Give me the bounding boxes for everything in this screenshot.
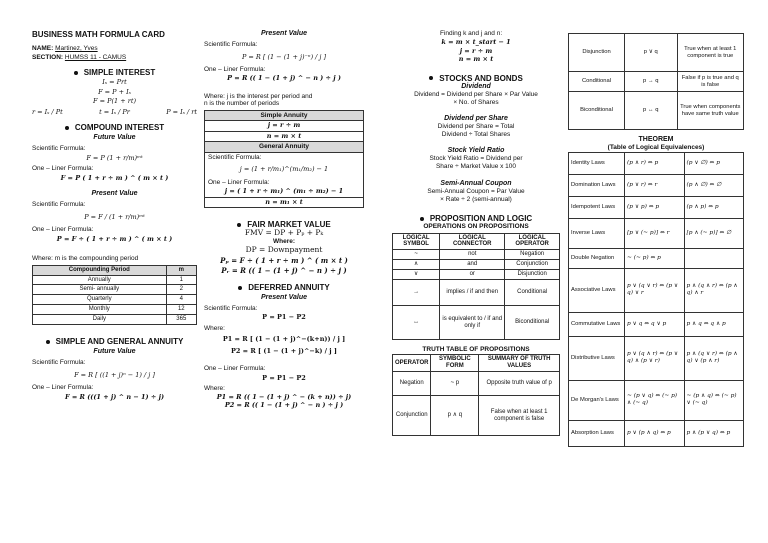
pv-sci-eq: P = R [ (1 − (1 + j)⁻ⁿ) / j ] bbox=[241, 52, 327, 61]
si-eq2: F = P + Iₛ bbox=[98, 87, 131, 96]
fmv-where: Where: bbox=[272, 237, 296, 245]
fmv-heading: FAIR MARKET VALUE bbox=[204, 220, 364, 229]
table-row: Domination Laws (p ∨ r) ⇔ r (p ∧ ∅) ⇔ ∅ bbox=[569, 174, 744, 196]
ops-col-connector: LOGICAL CONNECTOR bbox=[440, 233, 505, 250]
sa-sub: Semi-Annual Coupon bbox=[440, 179, 512, 187]
table-row: Biconditional p ↔ q True when components have same truth value bbox=[569, 92, 744, 130]
table-row: Disjunction p ∨ q True when at least 1 component is true bbox=[569, 34, 744, 72]
j-eq: j = r ÷ m bbox=[459, 46, 493, 55]
where-n: n is the number of periods bbox=[204, 100, 280, 108]
ci-liner-eq: F = P ( 1 + r ÷ m ) ^ ( m × t ) bbox=[60, 173, 169, 182]
dividend-sub: Dividend bbox=[461, 82, 491, 90]
name-value: Martinez, Yves bbox=[55, 45, 98, 53]
theorem-subtitle: (Table of Logical Equivalences) bbox=[607, 144, 705, 152]
da-liner-eq: P = P1 − P2 bbox=[262, 373, 306, 382]
ci-sci-eq: F = P (1 + r/m)ᵐᵗ bbox=[86, 153, 143, 162]
bullet-icon bbox=[46, 340, 50, 344]
sy-sub: Stock Yield Ratio bbox=[447, 147, 505, 155]
da-p2: P2 = R [ (1 − (1 + j)^−k) / j ] bbox=[230, 346, 337, 355]
name-label: NAME: bbox=[32, 45, 54, 53]
where-j: Where: j is the interest per period and bbox=[204, 92, 313, 100]
bullet-icon bbox=[429, 76, 433, 80]
ops-title: OPERATIONS ON PROPOSITIONS bbox=[423, 223, 529, 231]
theorem-table bbox=[568, 152, 744, 447]
column-2 bbox=[204, 30, 364, 411]
annuity-box bbox=[204, 110, 364, 208]
tt-table bbox=[392, 354, 560, 436]
dps-text1: Dividend per Share = Total bbox=[437, 123, 515, 131]
ga-n-eq: n = m₁ × t bbox=[265, 197, 303, 206]
sg-liner-eq: F = R (((1 + j) ^ n − 1) ÷ j) bbox=[64, 392, 165, 401]
table-row: Semi- annually 2 bbox=[33, 285, 197, 295]
k-eq: k = m × t_start − 1 bbox=[441, 38, 511, 47]
table-row: Identity Laws (p ∧ r) ⇔ p (p ∨ ∅) ⇔ p bbox=[569, 152, 744, 174]
deferred-annuity-heading: DEFERRED ANNUITY bbox=[204, 283, 364, 292]
da-liner-label: One – Liner Formula: bbox=[204, 365, 266, 373]
prop-logic-heading: PROPOSITION AND LOGIC bbox=[392, 214, 560, 223]
tt-col-operator: OPERATOR bbox=[393, 355, 431, 372]
si-p: P = Iₛ / rt bbox=[166, 107, 197, 116]
sg-sci-eq: F = R [ ((1 + j)ⁿ − 1) / j ] bbox=[74, 370, 155, 379]
table-row: Idempotent Laws (p ∨ p) ⇔ p (p ∧ p) ⇔ p bbox=[569, 196, 744, 218]
ops-col-operator: LOGICAL OPERATOR bbox=[505, 233, 560, 250]
table-row: Daily 365 bbox=[33, 315, 197, 325]
column-3 bbox=[392, 30, 560, 436]
simple-general-heading: SIMPLE AND GENERAL ANNUITY bbox=[32, 337, 197, 346]
table-row: ↔ is equivalent to / if and only if Biconditional bbox=[393, 306, 560, 340]
da-pv-sub: Present Value bbox=[260, 293, 308, 301]
si-eq3: F = P(1 + rt) bbox=[93, 97, 136, 106]
ops-col-symbol: LOGICAL SYMBOL bbox=[393, 233, 440, 250]
bullet-icon bbox=[74, 71, 78, 75]
general-annuity-header: General Annuity bbox=[205, 142, 363, 152]
ga-liner-eq: j = ( 1 + r ÷ m₁) ^ (m₁ ÷ m₂) − 1 bbox=[205, 187, 363, 197]
bullet-icon bbox=[237, 223, 241, 227]
sg-fv-sub: Future Value bbox=[93, 348, 136, 356]
sa-text1: Semi-Annual Coupon = Par Value bbox=[427, 187, 525, 195]
sa-eq2: n = m × t bbox=[205, 132, 363, 142]
sy-text2: Share ÷ Market Value x 100 bbox=[435, 163, 517, 171]
table-row: Commutative Laws p ∨ q ⇔ q ∨ p p ∧ q ⇔ q ∧ p bbox=[569, 312, 744, 336]
tt-title: TRUTH TABLE OF PROPOSITIONS bbox=[422, 346, 530, 354]
column-1 bbox=[32, 30, 197, 403]
tt-table-cont bbox=[568, 33, 744, 130]
si-eq1: Iₛ = Prt bbox=[102, 78, 127, 87]
ga-liner-label: One – Liner Formula: bbox=[208, 178, 270, 186]
fmv-eq: FMV = DP + Pₚ + Pₖ bbox=[244, 228, 324, 238]
da-liner-p1: P1 = R (( 1 − (1 + j) ^ − (k + n)) ÷ j) bbox=[216, 392, 352, 401]
ops-table bbox=[392, 233, 560, 340]
ci-fv-sub: Future Value bbox=[93, 134, 136, 142]
dps-text2: Dividend ÷ Total Shares bbox=[441, 131, 511, 139]
sy-text1: Stock Yield Ratio = Dividend per bbox=[429, 155, 523, 163]
dividend-text: Dividend = Dividend per Share × Par Value × No. of Shares bbox=[414, 90, 538, 106]
dps-sub: Dividend per Share bbox=[444, 115, 508, 123]
ci-pv-sub: Present Value bbox=[91, 190, 138, 198]
da-where: Where: bbox=[204, 324, 225, 332]
name-line bbox=[32, 45, 197, 52]
ci-pv-liner-eq: P = F ÷ ( 1 + r ÷ m ) ^ ( m × t ) bbox=[56, 234, 173, 243]
section-line bbox=[32, 54, 197, 61]
stocks-bonds-heading: STOCKS AND BONDS bbox=[392, 74, 560, 83]
table-row: ∨ or Disjunction bbox=[393, 270, 560, 280]
m-col-header: m bbox=[166, 265, 196, 275]
table-row: Distributive Laws p ∨ (q ∧ r) ⇔ (p ∨ q) ∧ (p ∨ r) p ∧ (q ∨ r) ⇔ (p ∧ q) ∨ (p ∧ r) bbox=[569, 336, 744, 380]
pv-sub: Present Value bbox=[260, 30, 308, 37]
bullet-icon bbox=[420, 217, 424, 221]
table-row: De Morgan's Laws ~ (p ∨ q) ⇔ (~ p) ∧ (~ q) ~ (p ∧ q) ⇔ (~ p) ∨ (~ q) bbox=[569, 380, 744, 420]
table-row: Absorption Laws p ∨ (p ∧ q) ⇔ p p ∧ (p ∨ q) ⇔ p bbox=[569, 420, 744, 446]
ci-pv-sci-label: Scientific Formula: bbox=[32, 201, 86, 209]
da-eq: P = P1 − P2 bbox=[262, 313, 306, 322]
tt-col-summary: SUMMARY OF TRUTH VALUES bbox=[479, 355, 560, 372]
si-solve-row bbox=[32, 109, 197, 116]
table-row: Monthly 12 bbox=[33, 305, 197, 315]
period-col-header: Compounding Period bbox=[33, 265, 167, 275]
table-row: Inverse Laws [p ∨ (~ p)] ⇔ r [p ∧ (~ p)] ⇔ ∅ bbox=[569, 218, 744, 248]
bullet-icon bbox=[65, 126, 69, 130]
simple-interest-heading: SIMPLE INTEREST bbox=[32, 68, 197, 77]
sa-text2: × Rate ÷ 2 (semi-annual) bbox=[440, 195, 512, 203]
table-row: Annually 1 bbox=[33, 275, 197, 285]
table-row: Negation ~ p Opposite truth value of p bbox=[393, 372, 560, 396]
finding-label: Finding k and j and n: bbox=[440, 30, 503, 37]
da-liner-p2: P2 = R (( 1 − (1 + j) ^ − n ) ÷ j ) bbox=[224, 401, 344, 410]
ga-sci-eq: j = (1 + r/m₁)^(m₁/m₂) − 1 bbox=[239, 165, 329, 174]
theorem-title: THEOREM bbox=[638, 136, 674, 143]
simple-annuity-header: Simple Annuity bbox=[205, 111, 363, 121]
table-row: Quarterly 4 bbox=[33, 295, 197, 305]
da-p1: P1 = R [ (1 − (1 + j)^−(k+n)) / j ] bbox=[222, 335, 346, 344]
sa-eq1: j = r ÷ m bbox=[205, 121, 363, 131]
card-title: BUSINESS MATH FORMULA CARD bbox=[32, 30, 165, 39]
compound-interest-heading: COMPOUND INTEREST bbox=[32, 123, 197, 132]
sg-liner-label: One – Liner Formula: bbox=[32, 384, 94, 392]
bullet-icon bbox=[238, 286, 242, 290]
sg-sci-label: Scientific Formula: bbox=[32, 359, 86, 367]
table-row: Conditional p → q False if p is true and q is false bbox=[569, 72, 744, 92]
si-r: r = Iₛ / Pt bbox=[32, 107, 63, 116]
ci-pv-sci-eq: P = F / (1 + r/m)ᵐᵗ bbox=[84, 212, 145, 221]
table-row: Conjunction p ∧ q False when at least 1 component is false bbox=[393, 396, 560, 436]
fmv-pf: Pₚ = F ÷ ( 1 + r ÷ m ) ^ ( m × t ) bbox=[220, 255, 348, 265]
table-row: ~ not Negation bbox=[393, 250, 560, 260]
section-value: HUMSS 11 - CAMUS bbox=[64, 53, 127, 61]
n-eq: n = m × t bbox=[458, 55, 494, 64]
da-where2: Where: bbox=[204, 385, 225, 393]
da-sci-label: Scientific Formula: bbox=[204, 304, 258, 312]
pv-liner-label: One – Liner Formula: bbox=[204, 65, 266, 73]
ci-sci-label: Scientific Formula: bbox=[32, 145, 86, 153]
fmv-pr: Pᵣ = R (( 1 − (1 + j) ^ − n ) ÷ j ) bbox=[221, 265, 347, 275]
column-4 bbox=[568, 33, 744, 447]
ci-pv-liner-label: One – Liner Formula: bbox=[32, 226, 94, 234]
fmv-dp: DP = Downpayment bbox=[245, 245, 323, 255]
section-label: SECTION: bbox=[32, 53, 64, 61]
ga-sci-label: Scientific Formula: bbox=[208, 153, 262, 161]
tt-col-symbolic: SYMBOLIC FORM bbox=[431, 355, 479, 372]
ci-where: Where: m is the compounding period bbox=[32, 255, 139, 263]
pv-liner-eq: P = R (( 1 − (1 + j) ^ − n ) ÷ j ) bbox=[227, 74, 341, 83]
table-row: ∧ and Conjunction bbox=[393, 260, 560, 270]
pv-sci-label: Scientific Formula: bbox=[204, 41, 258, 49]
table-row: Associative Laws p ∨ (q ∨ r) ⇔ (p ∨ q) ∨ r p ∧ (q ∧ r) ⇔ (p ∧ q) ∧ r bbox=[569, 268, 744, 312]
period-table bbox=[32, 265, 197, 325]
table-row: → implies / if and then Conditional bbox=[393, 280, 560, 306]
si-t: t = Iₛ / Pr bbox=[99, 107, 130, 116]
table-row: Double Negation ~ (~ p) ⇔ p bbox=[569, 248, 744, 268]
ci-liner-label: One – Liner Formula: bbox=[32, 165, 94, 173]
